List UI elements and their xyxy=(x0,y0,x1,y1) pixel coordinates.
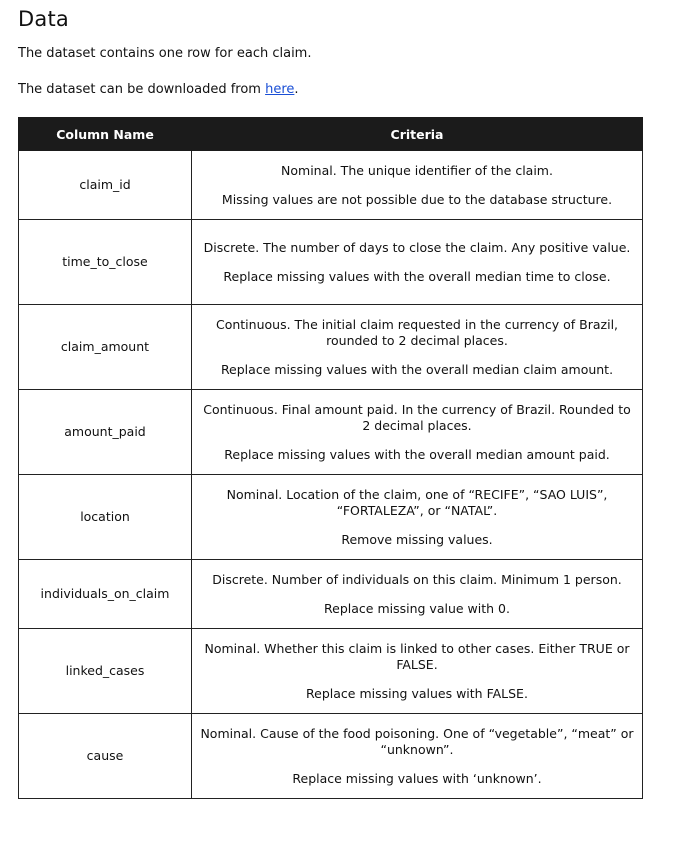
criteria-text: Nominal. Location of the claim, one of “RECIFE”, “SAO LUIS”, “FORTALEZA”, or “NATAL”. xyxy=(226,486,608,518)
column-name-cell: claim_id xyxy=(19,151,192,220)
missing-value-note: Replace missing values with the overall median claim amount. xyxy=(220,361,614,377)
download-suffix: . xyxy=(294,82,299,97)
table-row xyxy=(19,390,643,475)
criteria-cell xyxy=(192,714,643,799)
column-name-cell: claim_amount xyxy=(19,305,192,390)
column-name-cell: cause xyxy=(19,714,192,799)
table-header-row xyxy=(19,118,643,151)
table-row xyxy=(19,714,643,799)
criteria-cell xyxy=(192,151,643,220)
table-row xyxy=(19,475,643,560)
missing-value-note: Replace missing values with the overall median time to close. xyxy=(223,268,611,284)
criteria-text: Nominal. Whether this claim is linked to other cases. Either TRUE or FALSE. xyxy=(204,640,630,672)
criteria-text: Continuous. The initial claim requested in the currency of Brazil, rounded to 2 decimal places. xyxy=(215,316,619,348)
column-name-header: Column Name xyxy=(19,118,192,151)
missing-value-note: Missing values are not possible due to the database structure. xyxy=(221,191,613,207)
missing-value-note: Replace missing values with FALSE. xyxy=(306,685,528,701)
criteria-text: Discrete. Number of individuals on this claim. Minimum 1 person. xyxy=(212,571,622,587)
download-link[interactable]: here xyxy=(265,82,295,97)
column-name-cell: time_to_close xyxy=(19,220,192,305)
table-row xyxy=(19,629,643,714)
column-name-cell: individuals_on_claim xyxy=(19,560,192,629)
column-name-cell: linked_cases xyxy=(19,629,192,714)
table-row xyxy=(19,220,643,305)
criteria-cell xyxy=(192,560,643,629)
criteria-cell xyxy=(192,475,643,560)
table-row xyxy=(19,560,643,629)
section-title: Data xyxy=(18,7,69,31)
download-text xyxy=(18,82,299,98)
criteria-text: Discrete. The number of days to close the claim. Any positive value. xyxy=(203,239,631,255)
column-name-cell: amount_paid xyxy=(19,390,192,475)
missing-value-note: Replace missing values with the overall median amount paid. xyxy=(224,446,610,462)
missing-value-note: Replace missing values with ‘unknown’. xyxy=(292,770,542,786)
table-row xyxy=(19,151,643,220)
table-row xyxy=(19,305,643,390)
criteria-text: Continuous. Final amount paid. In the currency of Brazil. Rounded to 2 decimal places. xyxy=(203,401,631,433)
missing-value-note: Remove missing values. xyxy=(341,531,493,547)
column-name-cell: location xyxy=(19,475,192,560)
criteria-text: Nominal. The unique identifier of the claim. xyxy=(281,162,553,178)
criteria-cell xyxy=(192,220,643,305)
download-prefix: The dataset can be downloaded from xyxy=(18,82,266,97)
criteria-table xyxy=(18,117,643,799)
intro-text: The dataset contains one row for each claim. xyxy=(18,46,312,61)
criteria-cell xyxy=(192,305,643,390)
criteria-cell xyxy=(192,629,643,714)
criteria-header: Criteria xyxy=(192,118,643,151)
criteria-text: Nominal. Cause of the food poisoning. One of “vegetable”, “meat” or “unknown”. xyxy=(200,725,634,757)
criteria-cell xyxy=(192,390,643,475)
missing-value-note: Replace missing value with 0. xyxy=(324,600,510,616)
